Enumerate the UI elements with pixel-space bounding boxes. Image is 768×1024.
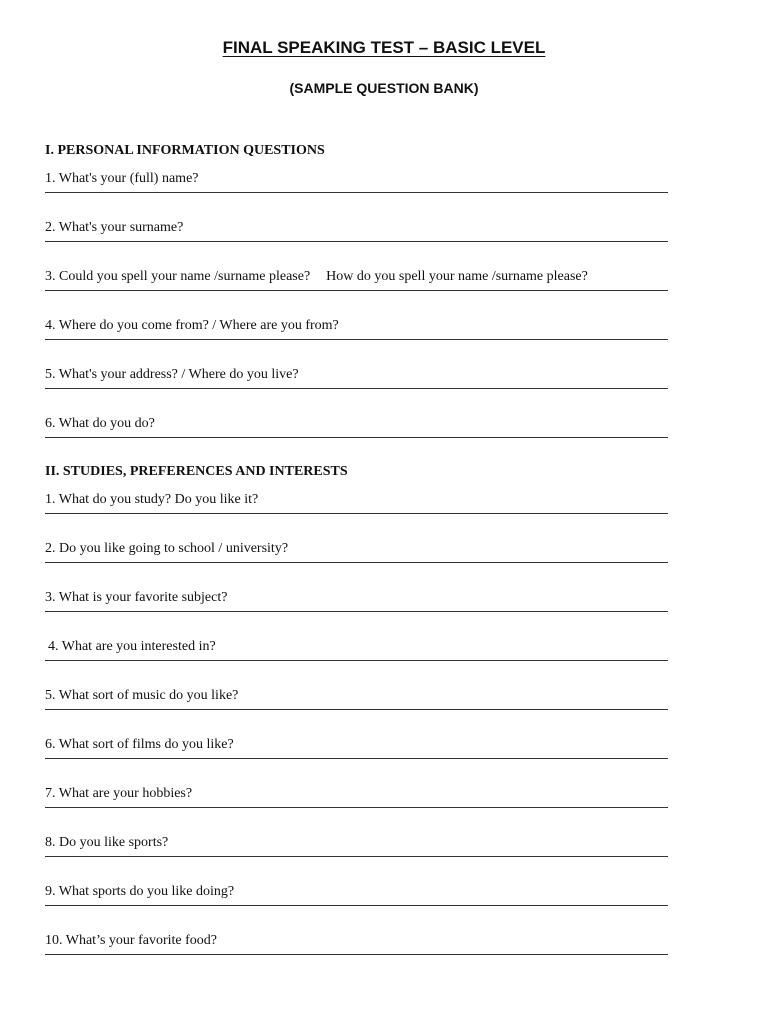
- question-item: [45, 878, 668, 927]
- section-heading-studies: II. STUDIES, PREFERENCES AND INTERESTS: [45, 464, 348, 479]
- answer-line[interactable]: [45, 905, 668, 906]
- question-text: 7. What are your hobbies?: [45, 786, 193, 801]
- answer-line[interactable]: [45, 241, 668, 242]
- question-text: 8. Do you like sports?: [45, 835, 169, 850]
- answer-line[interactable]: [45, 562, 668, 563]
- question-text: 6. What sort of films do you like?: [45, 737, 234, 752]
- question-item: [45, 584, 668, 633]
- answer-line[interactable]: [45, 388, 668, 389]
- question-text: 1. What do you study? Do you like it?: [45, 492, 259, 507]
- answer-line[interactable]: [45, 807, 668, 808]
- question-item: [45, 263, 668, 312]
- page-title: FINAL SPEAKING TEST – BASIC LEVEL: [222, 38, 546, 57]
- question-text: 5. What's your address? / Where do you live?: [45, 367, 299, 382]
- question-text: [45, 268, 588, 285]
- question-text: 9. What sports do you like doing?: [45, 884, 235, 899]
- question-bank: [45, 143, 668, 976]
- page-subtitle: (SAMPLE QUESTION BANK): [289, 80, 479, 96]
- question-text: 2. What's your surname?: [45, 220, 184, 235]
- question-item: [45, 361, 668, 410]
- question-text: [45, 638, 216, 655]
- question-text: 4. Where do you come from? / Where are you from?: [45, 318, 339, 333]
- question-text: 5. What sort of music do you like?: [45, 688, 239, 703]
- question-item: [45, 214, 668, 263]
- answer-line[interactable]: [45, 856, 668, 857]
- question-item: [45, 410, 668, 459]
- answer-line[interactable]: [45, 290, 668, 291]
- question-item: [45, 165, 668, 214]
- question-item: [45, 927, 668, 976]
- question-item: [45, 535, 668, 584]
- question-item: [45, 829, 668, 878]
- question-item: [45, 486, 668, 535]
- question-item: [45, 780, 668, 829]
- answer-line[interactable]: [45, 513, 668, 514]
- answer-line[interactable]: [45, 758, 668, 759]
- question-item: [45, 312, 668, 361]
- question-item: [45, 682, 668, 731]
- question-text: 10. What’s your favorite food?: [45, 933, 217, 948]
- answer-line[interactable]: [45, 954, 668, 955]
- section-heading-personal: I. PERSONAL INFORMATION QUESTIONS: [45, 143, 325, 158]
- answer-line[interactable]: [45, 192, 668, 193]
- question-text-part-1: 3. Could you spell your name /surname please?: [45, 269, 311, 284]
- answer-line[interactable]: [45, 709, 668, 710]
- question-text: 3. What is your favorite subject?: [45, 590, 228, 605]
- question-text-part-2: How do you spell your name /surname please?: [326, 269, 588, 284]
- answer-line[interactable]: [45, 339, 668, 340]
- question-text: 2. Do you like going to school / university?: [45, 541, 289, 556]
- answer-line[interactable]: [45, 437, 668, 438]
- answer-line[interactable]: [45, 660, 668, 661]
- answer-line[interactable]: [45, 611, 668, 612]
- question-item: [45, 731, 668, 780]
- question-text-inner: 4. What are you interested in?: [48, 639, 216, 654]
- question-text: 1. What's your (full) name?: [45, 171, 199, 186]
- question-text: 6. What do you do?: [45, 416, 155, 431]
- question-item: [45, 633, 668, 682]
